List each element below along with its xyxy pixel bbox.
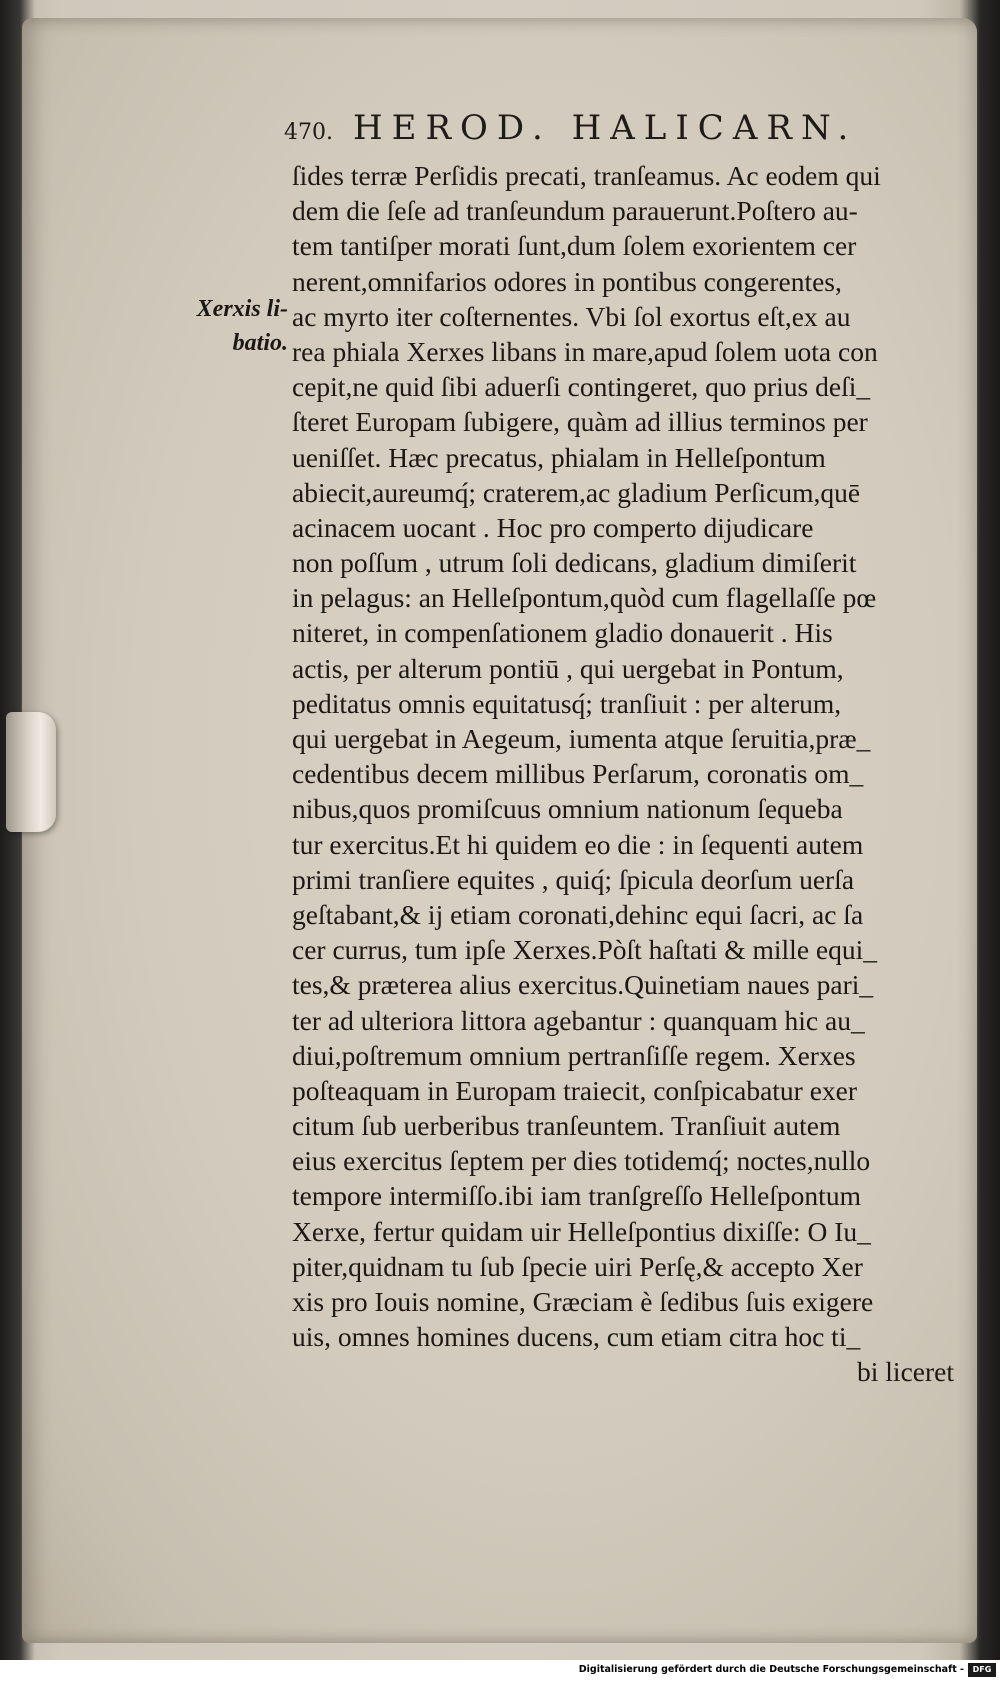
text-line: qui uergebat in Aegeum, iumenta atque ſeruitia,præ_ — [292, 723, 871, 754]
footer-credit: Digitalisierung gefördert durch die Deutsche Forschungsgemeinschaft - — [578, 1664, 964, 1675]
text-line: nibus,quos promiſcuus omnium nationum ſequeba — [292, 793, 843, 825]
text-line: tur exercitus.Et hi quidem eo die : in ſequenti autem — [292, 828, 864, 860]
text-line: cer currus, tum ipſe Xerxes.Pòſt haſtati & mille equi_ — [292, 934, 877, 966]
text-line: rea phiala Xerxes libans in mare,apud ſolem uota con — [292, 335, 878, 367]
text-line: ueniſſet. Hæc precatus, phialam in Helleſpontum — [292, 441, 826, 473]
text-line: primi tranſiere equites , quiq́; ſpicula deorſum uerſa — [292, 863, 855, 895]
text-line: Xerxe, fertur quidam uir Helleſpontius dixiſſe: O Iu_ — [292, 1215, 871, 1247]
text-line: niteret, in compenſationem gladio donauerit . His — [292, 617, 833, 649]
text-line: tes,& præterea alius exercitus.Quinetiam naues pari_ — [292, 969, 874, 1001]
text-line: dem die ſeſe ad tranſeundum parauerunt.Poſtero au- — [292, 195, 858, 227]
text-line: ac myrto iter coſternentes. Vbi ſol exortus eſt,ex au — [292, 300, 851, 332]
margin-note-line-1: Xerxis li- — [196, 296, 288, 322]
text-line: citum ſub uerberibus tranſeuntem. Tranſiuit autem — [292, 1110, 841, 1142]
running-head — [284, 108, 904, 158]
text-line: non poſſum , utrum ſoli dedicans, gladium dimiſerit — [292, 547, 857, 579]
text-line: tem tantiſper morati ſunt,dum ſolem exorientem cer — [292, 230, 857, 262]
running-title: HEROD. HALICARN. — [352, 108, 858, 148]
text-line: peditatus omnis equitatusq́; tranſiuit : per alterum, — [292, 687, 842, 719]
text-line: poſteaquam in Europam traiecit, conſpicabatur exer — [292, 1074, 858, 1106]
text-line: actis, per alterum pontiū , qui uergebat in Pontum, — [292, 652, 844, 684]
dfg-logo-icon: DFG — [968, 1663, 996, 1677]
catchword: bi liceret — [857, 1356, 954, 1388]
text-line: uis, omnes homines ducens, cum etiam citra hoc ti_ — [292, 1321, 861, 1353]
text-line: piter,quidnam tu ſub ſpecie uiri Perſę,& accepto Xer — [292, 1250, 863, 1282]
text-line: geſtabant,& ij etiam coronati,dehinc equi ſacri, ac ſa — [292, 898, 864, 930]
page-clip — [6, 712, 56, 832]
text-line: cedentibus decem millibus Perſarum, coronatis om_ — [292, 758, 864, 790]
text-line: cepit,ne quid ſibi aduerſi contingeret, quo prius deſi_ — [292, 371, 871, 403]
text-line: diui,poſtremum omnium pertranſiſſe regem. Xerxes — [292, 1039, 856, 1071]
text-line: ter ad ulteriora littora agebantur : quanquam hic au_ — [292, 1004, 865, 1036]
text-line: ſides terræ Perſidis precati, tranſeamus. Ac eodem qui — [292, 160, 881, 191]
text-line: in pelagus: an Helleſpontum,quòd cum flagellaſſe pœ — [292, 582, 877, 614]
margin-note-line-2: batio. — [232, 330, 288, 356]
text-line: ſteret Europam ſubigere, quàm ad illius terminos per — [292, 406, 868, 438]
text-line: eius exercitus ſeptem per dies totidemq́; noctes,nullo — [292, 1145, 871, 1177]
text-line: abiecit,aureumq́; craterem,ac gladium Perſicum,quē — [292, 476, 861, 508]
text-line: nerent,omnifarios odores in pontibus congerentes, — [292, 265, 842, 297]
body-text — [292, 158, 954, 1390]
text-line: acinacem uocant . Hoc pro comperto dijudicare — [292, 511, 814, 543]
text-line: tempore intermiſſo.ibi iam tranſgreſſo Helleſpontum — [292, 1180, 861, 1212]
page-number: 470. — [284, 120, 333, 145]
text-line: xis pro Iouis nomine, Græciam è ſedibus ſuis exigere — [292, 1286, 874, 1317]
